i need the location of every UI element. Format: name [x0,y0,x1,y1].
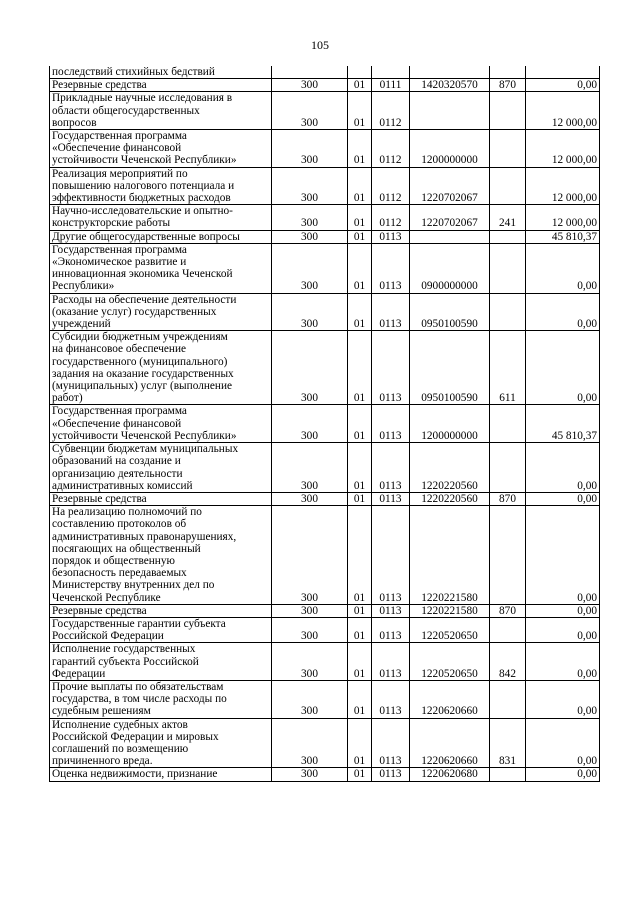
row-section: 01 [348,130,372,168]
row-subsection: 0113 [372,443,410,493]
row-name: Научно-исследовательские и опытно- конструкторские работы [50,205,272,230]
row-subsection: 0112 [372,205,410,230]
row-expense-type [490,680,526,718]
row-subsection: 0113 [372,604,410,617]
row-amount: 0,00 [526,506,600,605]
row-org-code: 300 [272,167,348,205]
row-name: Расходы на обеспечение деятельности (оказание услуг) государственных учреждений [50,293,272,331]
row-amount: 0,00 [526,643,600,681]
row-org-code: 300 [272,680,348,718]
row-section: 01 [348,443,372,493]
row-section: 01 [348,604,372,617]
table-row [50,768,600,781]
row-target-article: 1220520650 [410,617,490,642]
row-subsection: 0111 [372,79,410,92]
row-target-article: 1220220560 [410,443,490,493]
table-row [50,230,600,243]
row-subsection: 0113 [372,643,410,681]
row-target-article: 1220620680 [410,768,490,781]
row-section: 01 [348,331,372,405]
row-target-article: 0900000000 [410,243,490,293]
row-org-code: 300 [272,617,348,642]
row-subsection: 0113 [372,492,410,505]
row-org-code: 300 [272,405,348,443]
row-target-article: 1200000000 [410,130,490,168]
row-name: Прикладные научные исследования в области общегосударственных вопросов [50,92,272,130]
row-name: Исполнение государственных гарантий субъекта Российской Федерации [50,643,272,681]
row-target-article: 1420320570 [410,79,490,92]
table-row [50,243,600,293]
row-target-article: 1220221580 [410,506,490,605]
row-expense-type: 241 [490,205,526,230]
row-section: 01 [348,718,372,768]
row-expense-type: 870 [490,492,526,505]
row-subsection: 0113 [372,331,410,405]
row-org-code: 300 [272,205,348,230]
row-org-code: 300 [272,768,348,781]
table-row [50,92,600,130]
row-target-article [410,66,490,79]
row-org-code: 300 [272,130,348,168]
row-name: Оценка недвижимости, признание [50,768,272,781]
row-name: последствий стихийных бедствий [50,66,272,79]
row-subsection: 0113 [372,768,410,781]
row-name: Резервные средства [50,604,272,617]
row-expense-type: 831 [490,718,526,768]
row-amount: 0,00 [526,617,600,642]
row-target-article: 1220620660 [410,680,490,718]
row-org-code: 300 [272,293,348,331]
table-row [50,680,600,718]
row-subsection: 0113 [372,718,410,768]
row-section: 01 [348,680,372,718]
table-row [50,130,600,168]
table-row [50,66,600,79]
row-name: Государственные гарантии субъекта Российской Федерации [50,617,272,642]
table-row [50,331,600,405]
row-expense-type [490,66,526,79]
row-org-code: 300 [272,718,348,768]
row-expense-type [490,768,526,781]
row-section: 01 [348,293,372,331]
row-expense-type [490,506,526,605]
row-section: 01 [348,492,372,505]
row-target-article: 1220620660 [410,718,490,768]
row-section: 01 [348,92,372,130]
row-subsection [372,66,410,79]
row-target-article: 1220702067 [410,167,490,205]
row-amount: 0,00 [526,443,600,493]
row-expense-type [490,130,526,168]
table-row [50,443,600,493]
table-row [50,643,600,681]
budget-table-body [50,66,600,781]
table-row [50,167,600,205]
row-expense-type: 842 [490,643,526,681]
row-name: Резервные средства [50,79,272,92]
row-subsection: 0112 [372,167,410,205]
row-section: 01 [348,617,372,642]
row-name: Прочие выплаты по обязательствам государства, в том числе расходы по судебным решениям [50,680,272,718]
row-expense-type: 870 [490,79,526,92]
row-subsection: 0113 [372,243,410,293]
row-amount: 0,00 [526,768,600,781]
row-section: 01 [348,243,372,293]
row-section: 01 [348,230,372,243]
row-org-code: 300 [272,506,348,605]
row-expense-type [490,443,526,493]
row-expense-type [490,617,526,642]
row-subsection: 0113 [372,506,410,605]
row-amount: 12 000,00 [526,167,600,205]
row-name: Субвенции бюджетам муниципальных образований на создание и организацию деятельности административных комиссий [50,443,272,493]
row-target-article [410,92,490,130]
row-section: 01 [348,205,372,230]
row-subsection: 0112 [372,130,410,168]
table-row [50,718,600,768]
row-org-code [272,66,348,79]
row-subsection: 0112 [372,92,410,130]
row-expense-type: 870 [490,604,526,617]
row-section: 01 [348,643,372,681]
row-expense-type: 611 [490,331,526,405]
row-target-article [410,230,490,243]
row-amount: 12 000,00 [526,92,600,130]
table-row [50,79,600,92]
row-section: 01 [348,167,372,205]
row-amount: 0,00 [526,243,600,293]
row-amount: 12 000,00 [526,205,600,230]
row-amount: 0,00 [526,331,600,405]
row-target-article: 1200000000 [410,405,490,443]
row-name: Государственная программа «Обеспечение финансовой устойчивости Чеченской Республики» [50,405,272,443]
row-amount: 0,00 [526,79,600,92]
row-subsection: 0113 [372,230,410,243]
row-name: На реализацию полномочий по составлению протоколов об административных правонарушениях, посягающих на общественный порядок и общественную безопасность передаваемых Министерству внутренних дел по Чеченской Республике [50,506,272,605]
row-target-article: 1220221580 [410,604,490,617]
row-org-code: 300 [272,492,348,505]
row-amount: 45 810,37 [526,230,600,243]
row-section [348,66,372,79]
row-name: Исполнение судебных актов Российской Федерации и мировых соглашений по возмещению причиненного вреда. [50,718,272,768]
table-row [50,492,600,505]
row-name: Государственная программа «Экономическое развитие и инновационная экономика Чеченской Республики» [50,243,272,293]
row-org-code: 300 [272,243,348,293]
budget-table [49,66,600,782]
row-amount: 45 810,37 [526,405,600,443]
row-subsection: 0113 [372,405,410,443]
row-target-article: 1220220560 [410,492,490,505]
row-amount: 0,00 [526,718,600,768]
row-expense-type [490,92,526,130]
row-org-code: 300 [272,604,348,617]
row-subsection: 0113 [372,293,410,331]
row-section: 01 [348,506,372,605]
row-expense-type [490,243,526,293]
row-amount: 0,00 [526,604,600,617]
row-name: Государственная программа «Обеспечение финансовой устойчивости Чеченской Республики» [50,130,272,168]
row-target-article: 0950100590 [410,331,490,405]
row-expense-type [490,293,526,331]
table-row [50,506,600,605]
row-target-article: 1220702067 [410,205,490,230]
row-target-article: 0950100590 [410,293,490,331]
row-section: 01 [348,79,372,92]
row-expense-type [490,167,526,205]
table-row [50,405,600,443]
row-amount: 0,00 [526,293,600,331]
row-section: 01 [348,768,372,781]
row-section: 01 [348,405,372,443]
row-expense-type [490,230,526,243]
row-org-code: 300 [272,643,348,681]
row-name: Другие общегосударственные вопросы [50,230,272,243]
page-number: 105 [311,38,329,52]
row-target-article: 1220520650 [410,643,490,681]
table-row [50,293,600,331]
row-amount: 0,00 [526,492,600,505]
row-expense-type [490,405,526,443]
row-org-code: 300 [272,92,348,130]
table-row [50,604,600,617]
row-name: Субсидии бюджетным учреждениям на финансовое обеспечение государственного (муниципального) задания на оказание государственных (муниципальных) услуг (выполнение работ) [50,331,272,405]
row-org-code: 300 [272,443,348,493]
row-org-code: 300 [272,230,348,243]
row-amount: 12 000,00 [526,130,600,168]
table-row [50,617,600,642]
table-row [50,205,600,230]
row-amount: 0,00 [526,680,600,718]
row-subsection: 0113 [372,680,410,718]
row-name: Реализация мероприятий по повышению налогового потенциала и эффективности бюджетных расходов [50,167,272,205]
row-name: Резервные средства [50,492,272,505]
row-subsection: 0113 [372,617,410,642]
row-org-code: 300 [272,331,348,405]
row-org-code: 300 [272,79,348,92]
row-amount [526,66,600,79]
